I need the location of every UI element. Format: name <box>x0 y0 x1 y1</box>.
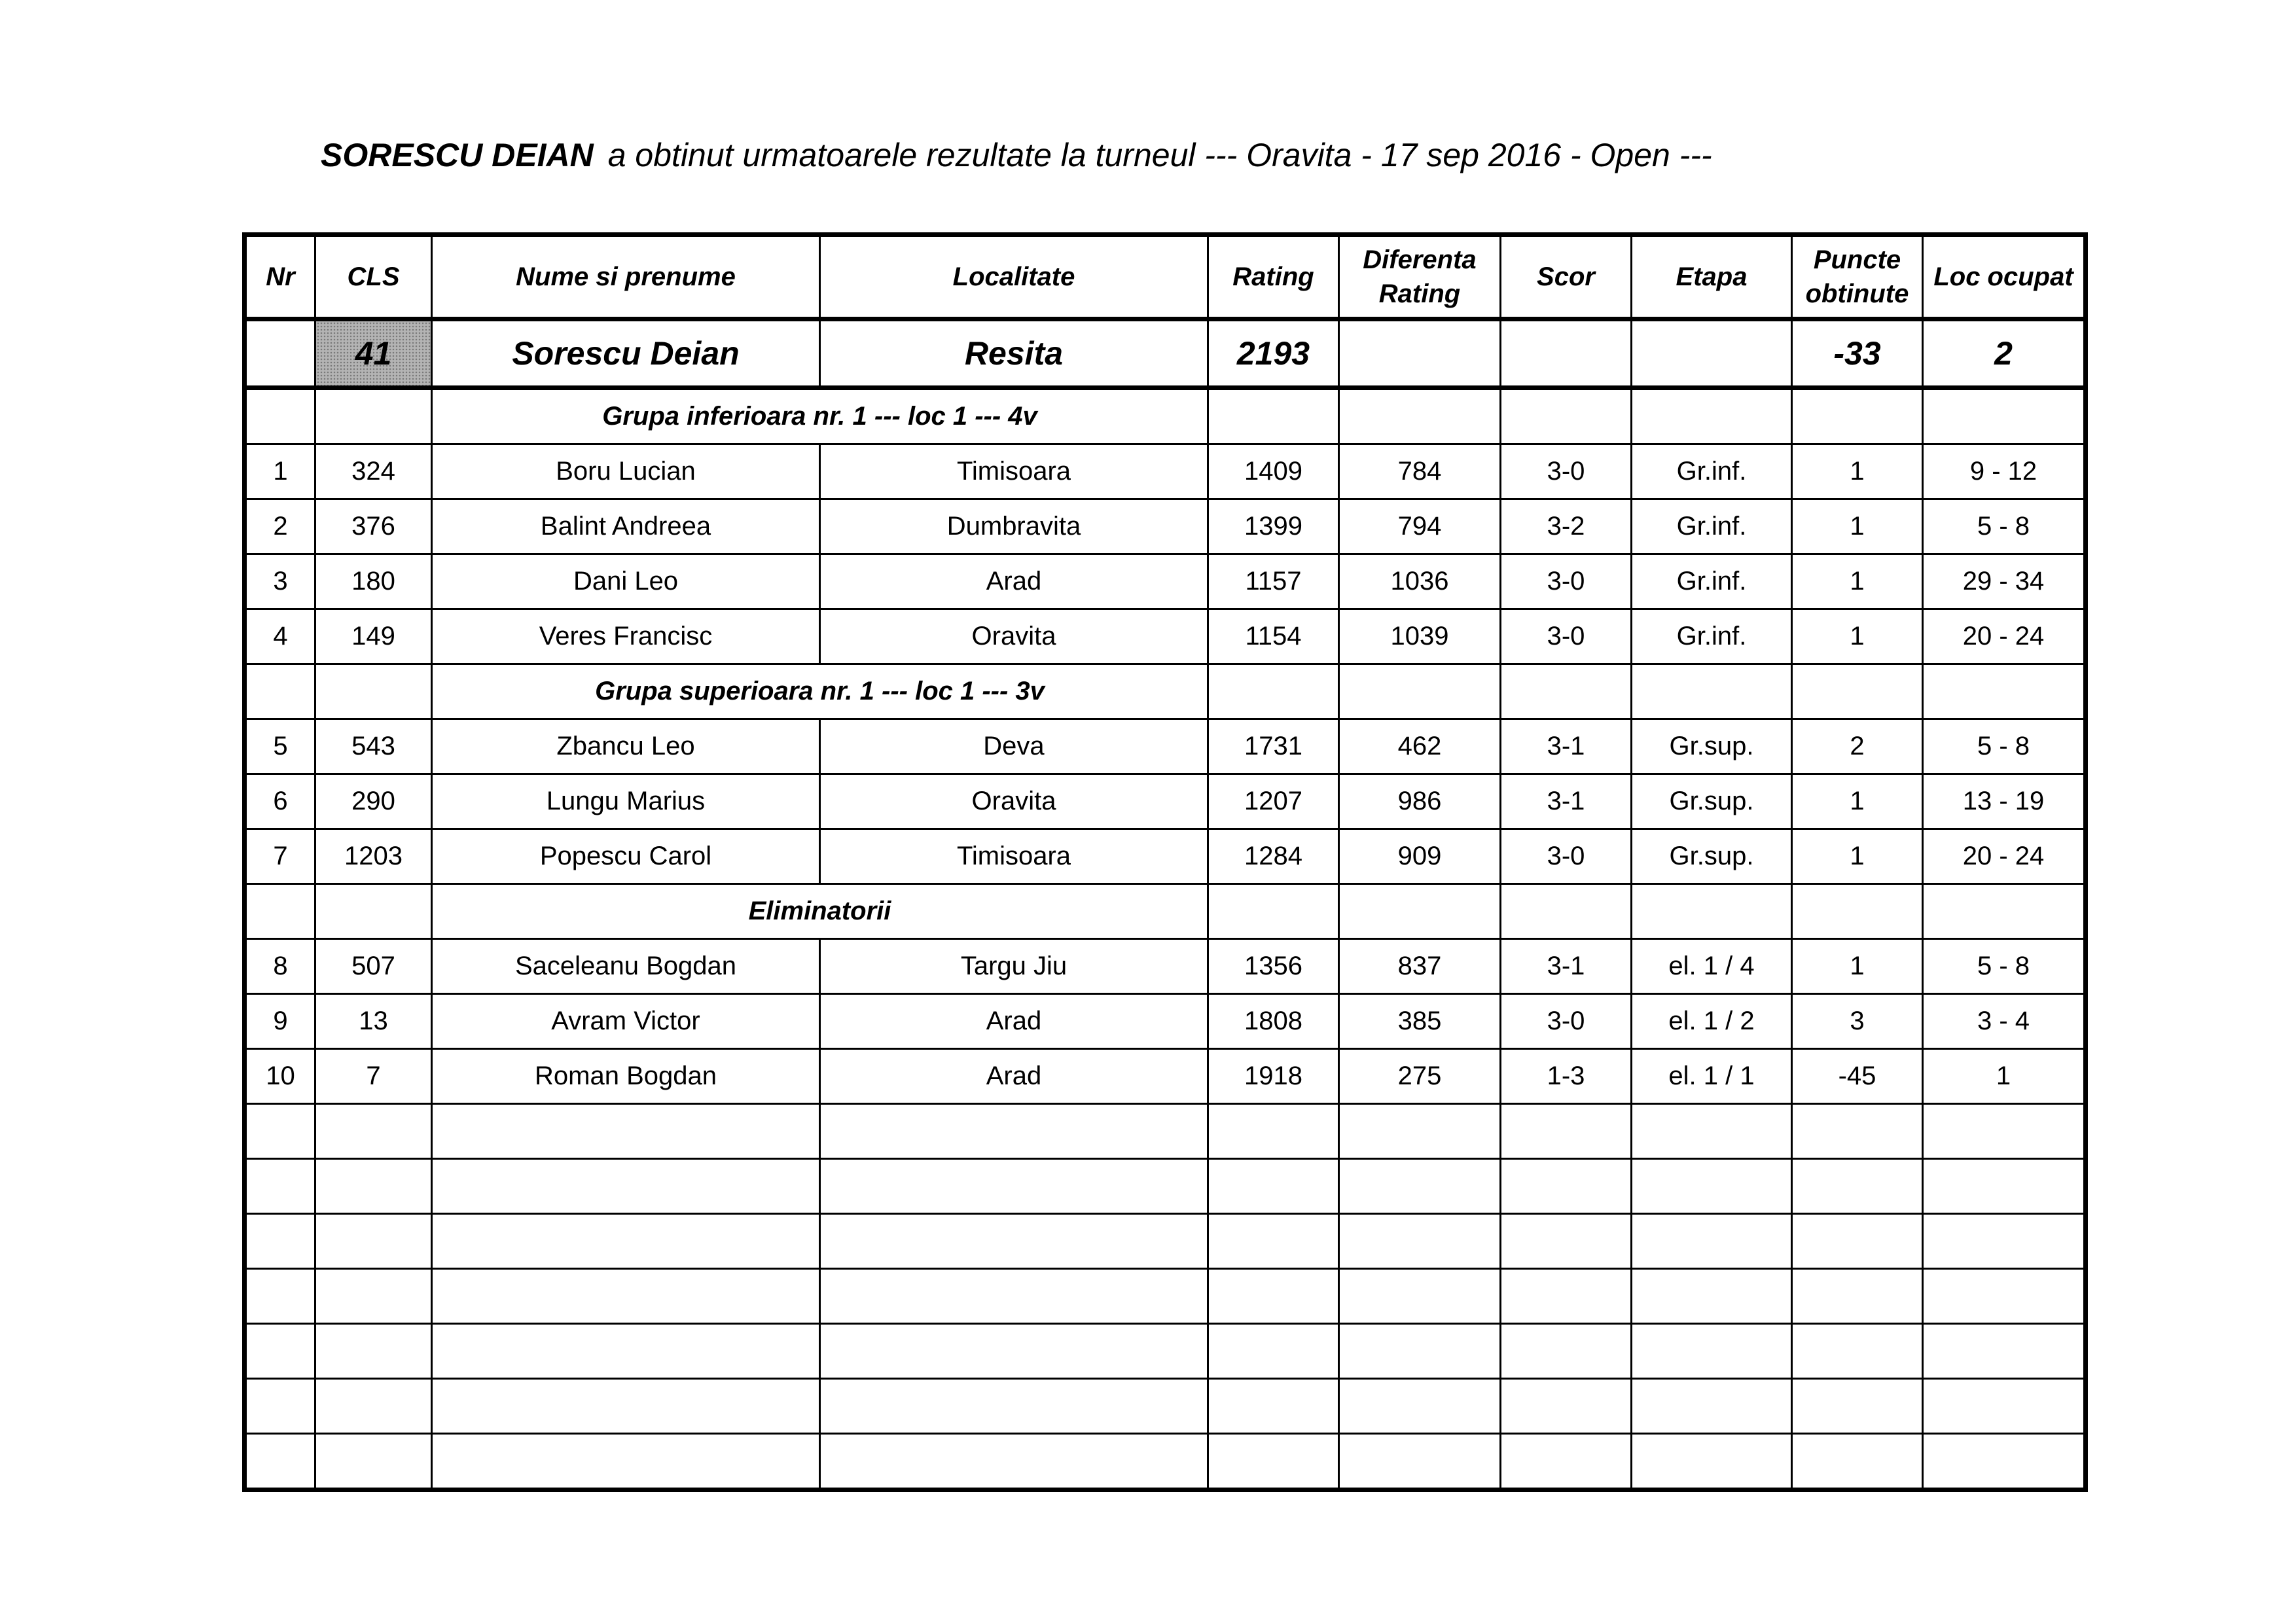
row-city: Targu Jiu <box>820 939 1208 994</box>
table-row <box>245 719 2086 774</box>
row-diff-rating: 986 <box>1339 774 1501 829</box>
table-row <box>245 939 2086 994</box>
empty-cell <box>1792 1379 1923 1434</box>
empty-cell <box>245 1159 315 1214</box>
row-place: 5 - 8 <box>1923 499 2086 554</box>
row-rating: 1356 <box>1208 939 1339 994</box>
empty-cell <box>1632 1159 1792 1214</box>
row-place: 9 - 12 <box>1923 444 2086 499</box>
row-stage: el. 1 / 4 <box>1632 939 1792 994</box>
row-diff-rating: 837 <box>1339 939 1501 994</box>
row-city: Arad <box>820 1049 1208 1104</box>
row-name: Popescu Carol <box>432 829 820 884</box>
player-rating: 2193 <box>1208 319 1339 388</box>
empty-cell <box>315 1269 432 1324</box>
row-score: 3-0 <box>1501 829 1632 884</box>
row-stage: Gr.inf. <box>1632 444 1792 499</box>
row-score: 3-0 <box>1501 609 1632 664</box>
player-place: 2 <box>1923 319 2086 388</box>
row-score: 3-1 <box>1501 939 1632 994</box>
empty-cell <box>1501 1324 1632 1379</box>
group-empty-cell <box>1339 388 1501 444</box>
player-name-heading: SORESCU DEIAN <box>321 137 594 173</box>
row-place: 13 - 19 <box>1923 774 2086 829</box>
row-nr: 7 <box>245 829 315 884</box>
empty-cell <box>1339 1379 1501 1434</box>
row-city: Oravita <box>820 609 1208 664</box>
row-place: 5 - 8 <box>1923 719 2086 774</box>
empty-cell <box>1501 1434 1632 1490</box>
empty-cell <box>1923 1269 2086 1324</box>
empty-cell <box>1792 1434 1923 1490</box>
row-stage: Gr.inf. <box>1632 609 1792 664</box>
group-empty-cell <box>1923 388 2086 444</box>
header-stage: Etapa <box>1632 235 1792 319</box>
empty-cell <box>1208 1324 1339 1379</box>
row-name: Boru Lucian <box>432 444 820 499</box>
empty-cell <box>1208 1104 1339 1159</box>
player-city: Resita <box>820 319 1208 388</box>
empty-cell <box>1339 1324 1501 1379</box>
row-stage: el. 1 / 1 <box>1632 1049 1792 1104</box>
row-cls: 290 <box>315 774 432 829</box>
empty-cell <box>1501 1104 1632 1159</box>
row-name: Roman Bogdan <box>432 1049 820 1104</box>
row-diff-rating: 794 <box>1339 499 1501 554</box>
row-points: 1 <box>1792 939 1923 994</box>
row-score: 3-0 <box>1501 554 1632 609</box>
row-cls: 13 <box>315 994 432 1049</box>
empty-cell <box>432 1214 820 1269</box>
group-empty-cls <box>315 884 432 939</box>
row-points: 1 <box>1792 774 1923 829</box>
group-header-row <box>245 884 2086 939</box>
row-points: 1 <box>1792 609 1923 664</box>
table-row <box>245 444 2086 499</box>
row-score: 3-0 <box>1501 444 1632 499</box>
row-place: 5 - 8 <box>1923 939 2086 994</box>
row-city: Timisoara <box>820 444 1208 499</box>
empty-cell <box>820 1159 1208 1214</box>
empty-cell <box>245 1269 315 1324</box>
row-points: -45 <box>1792 1049 1923 1104</box>
empty-cell <box>820 1214 1208 1269</box>
row-nr: 9 <box>245 994 315 1049</box>
group-empty-cell <box>1923 884 2086 939</box>
row-rating: 1808 <box>1208 994 1339 1049</box>
row-points: 1 <box>1792 829 1923 884</box>
row-cls: 1203 <box>315 829 432 884</box>
row-name: Dani Leo <box>432 554 820 609</box>
empty-cell <box>1923 1159 2086 1214</box>
row-score: 1-3 <box>1501 1049 1632 1104</box>
empty-cell <box>432 1434 820 1490</box>
player-points: -33 <box>1792 319 1923 388</box>
empty-cell <box>1923 1104 2086 1159</box>
empty-cell <box>1339 1269 1501 1324</box>
group-empty-cell <box>1339 884 1501 939</box>
row-cls: 149 <box>315 609 432 664</box>
empty-row <box>245 1159 2086 1214</box>
empty-cell <box>1792 1269 1923 1324</box>
group-empty-cell <box>1339 664 1501 719</box>
empty-cell <box>1923 1434 2086 1490</box>
row-stage: el. 1 / 2 <box>1632 994 1792 1049</box>
row-nr: 2 <box>245 499 315 554</box>
row-diff-rating: 1036 <box>1339 554 1501 609</box>
row-diff-rating: 385 <box>1339 994 1501 1049</box>
header-nr: Nr <box>245 235 315 319</box>
row-points: 2 <box>1792 719 1923 774</box>
row-place: 3 - 4 <box>1923 994 2086 1049</box>
row-cls: 543 <box>315 719 432 774</box>
table-row <box>245 774 2086 829</box>
row-place: 20 - 24 <box>1923 609 2086 664</box>
empty-cell <box>1501 1379 1632 1434</box>
row-points: 1 <box>1792 554 1923 609</box>
empty-cell <box>1339 1159 1501 1214</box>
empty-cell <box>1632 1379 1792 1434</box>
player-cls: 41 <box>315 319 432 388</box>
group-empty-cell <box>1792 884 1923 939</box>
row-name: Saceleanu Bogdan <box>432 939 820 994</box>
empty-cell <box>1792 1159 1923 1214</box>
row-stage: Gr.sup. <box>1632 829 1792 884</box>
row-nr: 3 <box>245 554 315 609</box>
row-points: 1 <box>1792 444 1923 499</box>
row-score: 3-0 <box>1501 994 1632 1049</box>
row-place: 1 <box>1923 1049 2086 1104</box>
header-rating: Rating <box>1208 235 1339 319</box>
group-empty-nr <box>245 884 315 939</box>
row-rating: 1918 <box>1208 1049 1339 1104</box>
empty-cell <box>1339 1214 1501 1269</box>
row-cls: 324 <box>315 444 432 499</box>
empty-row <box>245 1214 2086 1269</box>
row-name: Zbancu Leo <box>432 719 820 774</box>
row-cls: 376 <box>315 499 432 554</box>
row-stage: Gr.inf. <box>1632 554 1792 609</box>
empty-cell <box>1501 1214 1632 1269</box>
empty-cell <box>315 1214 432 1269</box>
empty-cell <box>1792 1104 1923 1159</box>
row-points: 1 <box>1792 499 1923 554</box>
row-rating: 1154 <box>1208 609 1339 664</box>
empty-cell <box>1632 1434 1792 1490</box>
group-empty-nr <box>245 664 315 719</box>
row-cls: 180 <box>315 554 432 609</box>
group-empty-cell <box>1208 664 1339 719</box>
row-place: 20 - 24 <box>1923 829 2086 884</box>
row-diff-rating: 275 <box>1339 1049 1501 1104</box>
empty-cell <box>432 1269 820 1324</box>
page-title <box>321 139 1712 171</box>
header-row <box>245 235 2086 319</box>
table-row <box>245 1049 2086 1104</box>
group-empty-cell <box>1792 388 1923 444</box>
empty-cell <box>1923 1214 2086 1269</box>
empty-cell <box>1339 1104 1501 1159</box>
empty-cell <box>245 1434 315 1490</box>
row-points: 3 <box>1792 994 1923 1049</box>
group-empty-cell <box>1923 664 2086 719</box>
empty-cell <box>1339 1434 1501 1490</box>
table-row <box>245 554 2086 609</box>
player-nr <box>245 319 315 388</box>
empty-row <box>245 1324 2086 1379</box>
row-rating: 1157 <box>1208 554 1339 609</box>
group-header-row <box>245 664 2086 719</box>
empty-cell <box>1208 1269 1339 1324</box>
group-empty-cell <box>1501 664 1632 719</box>
group-empty-cls <box>315 388 432 444</box>
empty-cell <box>1208 1159 1339 1214</box>
header-score: Scor <box>1501 235 1632 319</box>
empty-cell <box>432 1379 820 1434</box>
empty-cell <box>1208 1214 1339 1269</box>
empty-cell <box>820 1104 1208 1159</box>
empty-cell <box>1208 1379 1339 1434</box>
group-empty-cls <box>315 664 432 719</box>
tournament-description: a obtinut urmatoarele rezultate la turneul --- Oravita - 17 sep 2016 - Open --- <box>607 137 1712 173</box>
row-diff-rating: 784 <box>1339 444 1501 499</box>
row-stage: Gr.sup. <box>1632 719 1792 774</box>
empty-row <box>245 1379 2086 1434</box>
empty-cell <box>1501 1269 1632 1324</box>
row-rating: 1731 <box>1208 719 1339 774</box>
group-label: Grupa inferioara nr. 1 --- loc 1 --- 4v <box>432 388 1208 444</box>
row-nr: 1 <box>245 444 315 499</box>
empty-cell <box>1501 1159 1632 1214</box>
row-rating: 1399 <box>1208 499 1339 554</box>
row-city: Oravita <box>820 774 1208 829</box>
empty-row <box>245 1269 2086 1324</box>
empty-cell <box>1923 1324 2086 1379</box>
results-body <box>245 235 2086 1490</box>
empty-cell <box>245 1379 315 1434</box>
empty-cell <box>245 1324 315 1379</box>
empty-cell <box>245 1104 315 1159</box>
empty-row <box>245 1434 2086 1490</box>
group-header-row <box>245 388 2086 444</box>
row-cls: 7 <box>315 1049 432 1104</box>
header-points: Puncte obtinute <box>1792 235 1923 319</box>
empty-cell <box>820 1269 1208 1324</box>
player-stage <box>1632 319 1792 388</box>
empty-cell <box>1208 1434 1339 1490</box>
empty-cell <box>315 1434 432 1490</box>
row-city: Dumbravita <box>820 499 1208 554</box>
row-name: Avram Victor <box>432 994 820 1049</box>
results-table <box>242 232 2088 1492</box>
player-name: Sorescu Deian <box>432 319 820 388</box>
empty-cell <box>820 1434 1208 1490</box>
group-empty-cell <box>1632 388 1792 444</box>
header-place: Loc ocupat <box>1923 235 2086 319</box>
group-label: Grupa superioara nr. 1 --- loc 1 --- 3v <box>432 664 1208 719</box>
row-nr: 4 <box>245 609 315 664</box>
group-empty-cell <box>1208 388 1339 444</box>
empty-cell <box>820 1324 1208 1379</box>
empty-row <box>245 1104 2086 1159</box>
empty-cell <box>1632 1104 1792 1159</box>
row-name: Lungu Marius <box>432 774 820 829</box>
row-cls: 507 <box>315 939 432 994</box>
empty-cell <box>1923 1379 2086 1434</box>
row-name: Balint Andreea <box>432 499 820 554</box>
row-nr: 6 <box>245 774 315 829</box>
empty-cell <box>1792 1324 1923 1379</box>
row-rating: 1284 <box>1208 829 1339 884</box>
empty-cell <box>1632 1214 1792 1269</box>
group-empty-cell <box>1208 884 1339 939</box>
row-city: Timisoara <box>820 829 1208 884</box>
row-nr: 8 <box>245 939 315 994</box>
group-empty-nr <box>245 388 315 444</box>
empty-cell <box>245 1214 315 1269</box>
empty-cell <box>315 1379 432 1434</box>
header-cls: CLS <box>315 235 432 319</box>
group-empty-cell <box>1501 884 1632 939</box>
row-rating: 1207 <box>1208 774 1339 829</box>
empty-cell <box>315 1104 432 1159</box>
row-diff-rating: 1039 <box>1339 609 1501 664</box>
empty-cell <box>432 1324 820 1379</box>
table-row <box>245 609 2086 664</box>
row-name: Veres Francisc <box>432 609 820 664</box>
row-stage: Gr.inf. <box>1632 499 1792 554</box>
player-diff <box>1339 319 1501 388</box>
row-city: Deva <box>820 719 1208 774</box>
row-city: Arad <box>820 554 1208 609</box>
player-score <box>1501 319 1632 388</box>
empty-cell <box>432 1104 820 1159</box>
empty-cell <box>1632 1269 1792 1324</box>
row-diff-rating: 909 <box>1339 829 1501 884</box>
row-score: 3-2 <box>1501 499 1632 554</box>
row-rating: 1409 <box>1208 444 1339 499</box>
header-city: Localitate <box>820 235 1208 319</box>
header-diff-rating: Diferenta Rating <box>1339 235 1501 319</box>
table-row <box>245 829 2086 884</box>
empty-cell <box>1792 1214 1923 1269</box>
empty-cell <box>432 1159 820 1214</box>
group-empty-cell <box>1792 664 1923 719</box>
row-diff-rating: 462 <box>1339 719 1501 774</box>
empty-cell <box>315 1159 432 1214</box>
row-nr: 10 <box>245 1049 315 1104</box>
table-row <box>245 499 2086 554</box>
empty-cell <box>315 1324 432 1379</box>
table-row <box>245 994 2086 1049</box>
row-stage: Gr.sup. <box>1632 774 1792 829</box>
row-nr: 5 <box>245 719 315 774</box>
empty-cell <box>1632 1324 1792 1379</box>
row-city: Arad <box>820 994 1208 1049</box>
player-summary-row <box>245 319 2086 388</box>
group-label: Eliminatorii <box>432 884 1208 939</box>
row-place: 29 - 34 <box>1923 554 2086 609</box>
group-empty-cell <box>1632 884 1792 939</box>
group-empty-cell <box>1501 388 1632 444</box>
row-score: 3-1 <box>1501 719 1632 774</box>
header-name: Nume si prenume <box>432 235 820 319</box>
empty-cell <box>820 1379 1208 1434</box>
row-score: 3-1 <box>1501 774 1632 829</box>
group-empty-cell <box>1632 664 1792 719</box>
